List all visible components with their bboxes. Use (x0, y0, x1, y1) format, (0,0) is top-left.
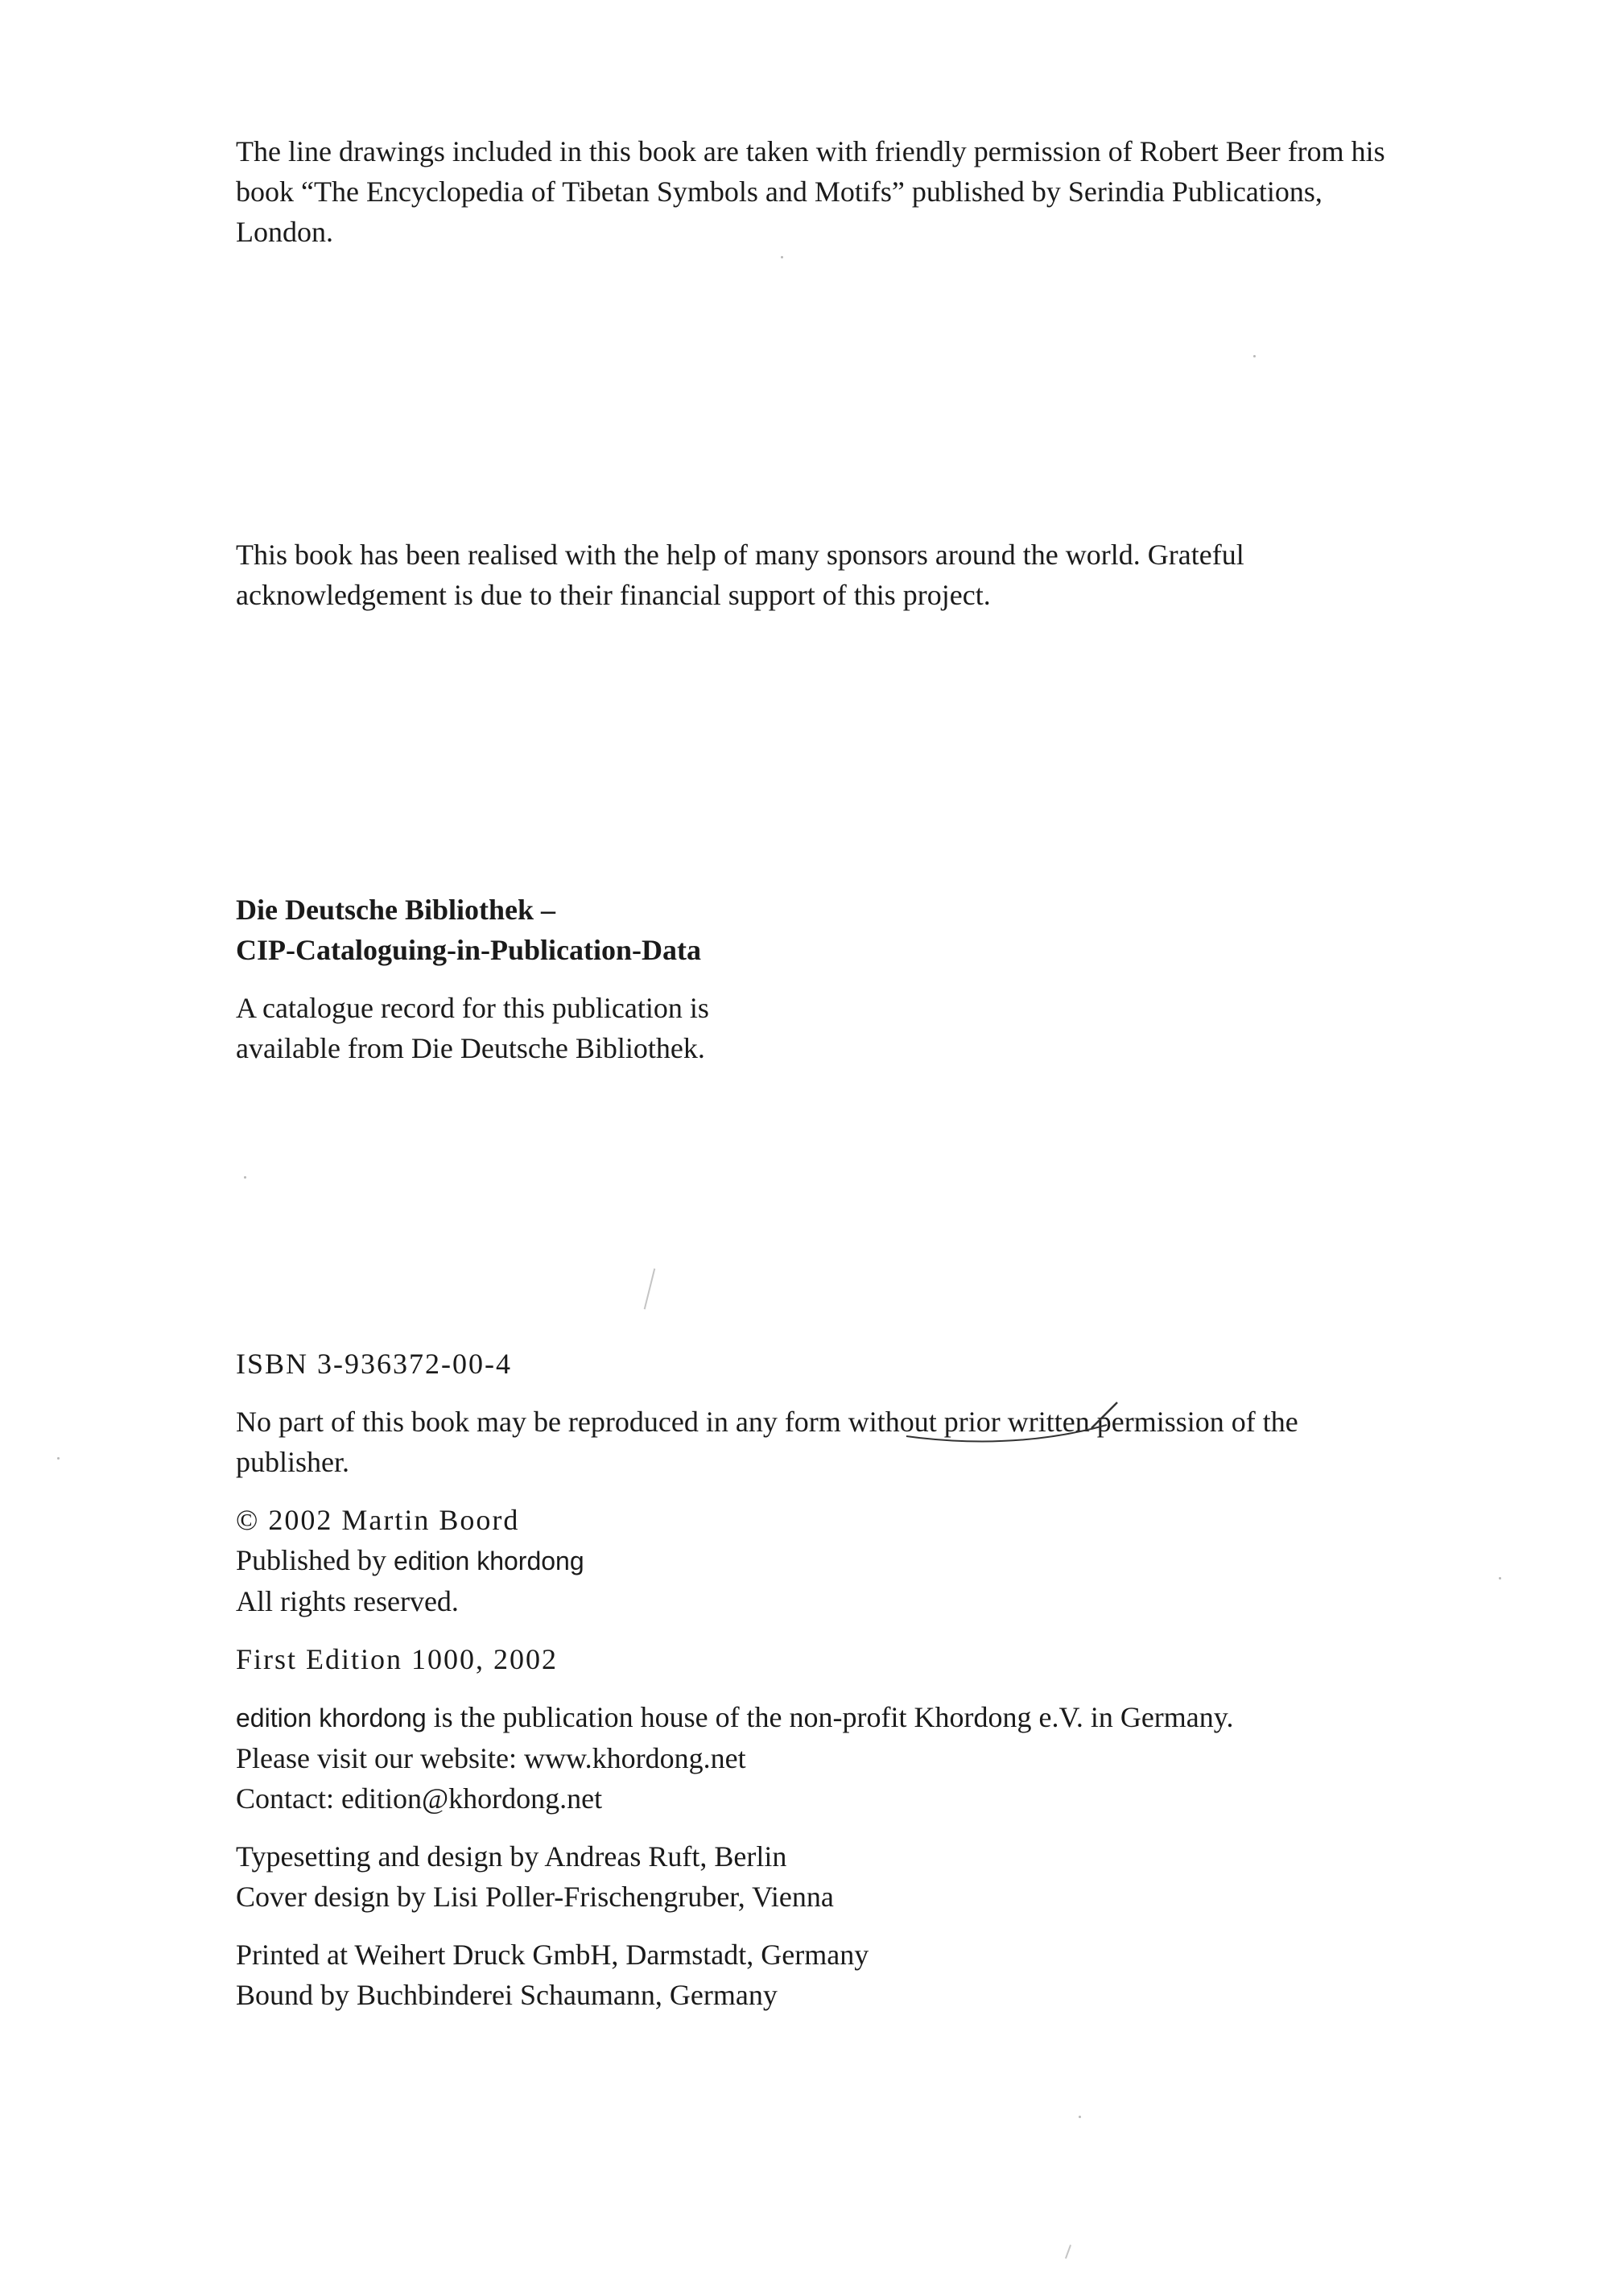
cip-record-text: A catalogue record for this publication is available from Die Deutsche Bibliothek. (236, 992, 709, 1064)
drawings-credit-section (236, 131, 1411, 252)
scan-speck (57, 1457, 60, 1460)
cover-design-credit: Cover design by Lisi Poller-Frischengruber, Vienna (236, 1881, 834, 1913)
publication-house-desc: is the publication house of the non-profit Khordong e.V. in Germany. (433, 1701, 1234, 1733)
pen-correction-mark (902, 1401, 1207, 1449)
copyright-line: © 2002 Martin Boord (236, 1504, 520, 1536)
published-by-line (236, 1540, 1411, 1581)
colophon-section (236, 1344, 1411, 2015)
scan-stroke (1065, 2244, 1071, 2259)
publication-house-line (236, 1697, 1411, 1738)
publication-house-name: edition khordong (236, 1703, 427, 1732)
contact-line: Contact: edition@khordong.net (236, 1782, 603, 1815)
binder-credit: Bound by Buchbinderei Schaumann, Germany (236, 1979, 778, 2011)
website-line: Please visit our website: www.khordong.net (236, 1742, 746, 1774)
scan-speck (1253, 355, 1256, 357)
drawings-credit-text: The line drawings included in this book are taken with friendly permission of Robert Beer from his book “The Encyclopedia of Tibetan Symbols and Motifs” published by Serindia Publications, London. (236, 135, 1385, 248)
rights-notice: No part of this book may be reproduced in any form without prior written permission of the publisher. (236, 1406, 1298, 1478)
sponsors-text: This book has been realised with the help of many sponsors around the world. Grateful acknowledgement is due to their financial support of this project. (236, 539, 1244, 611)
all-rights-line: All rights reserved. (236, 1585, 459, 1617)
typesetting-credit: Typesetting and design by Andreas Ruft, Berlin (236, 1840, 787, 1873)
scan-speck (781, 256, 783, 258)
scan-stroke (644, 1269, 656, 1310)
sponsors-section (236, 535, 1411, 615)
publisher-name: edition khordong (394, 1546, 584, 1575)
cip-section (236, 890, 1411, 1068)
scan-speck (244, 1176, 246, 1179)
scan-speck (1079, 2116, 1081, 2118)
scan-speck (1499, 1577, 1501, 1580)
cip-heading-line2: CIP-Cataloguing-in-Publication-Data (236, 934, 702, 966)
cip-heading-line1: Die Deutsche Bibliothek – (236, 894, 556, 926)
edition-line: First Edition 1000, 2002 (236, 1643, 559, 1675)
isbn: ISBN 3-936372-00-4 (236, 1348, 512, 1380)
printer-credit: Printed at Weihert Druck GmbH, Darmstadt, Germany (236, 1939, 869, 1971)
published-by-prefix: Published by (236, 1544, 387, 1576)
